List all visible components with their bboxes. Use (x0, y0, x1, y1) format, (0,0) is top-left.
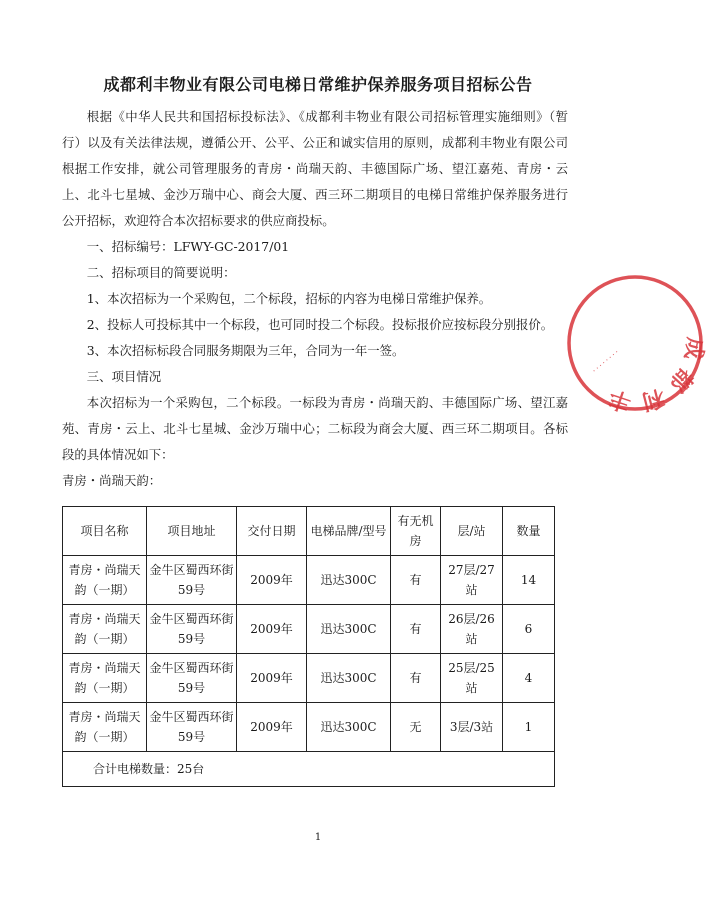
cell-floors-stops: 27层/27站 (441, 556, 503, 605)
header-machine-room: 有无机房 (391, 507, 441, 556)
table-row (63, 556, 555, 605)
elevator-table-wrapper (62, 506, 554, 787)
document-title: 成都利丰物业有限公司电梯日常维护保养服务项目招标公告 (103, 75, 533, 94)
section-2-heading: 二、招标项目的简要说明： (86, 265, 236, 280)
cell-delivery-date: 2009年 (237, 556, 307, 605)
cell-quantity: 4 (503, 654, 555, 703)
cell-address: 金牛区蜀西环街59号 (147, 703, 237, 752)
intro-paragraph: 根据《中华人民共和国招标投标法》、《成都利丰物业有限公司招标管理实施细则》（暂行）以及有关法律法规，遵循公开、公平、公正和诚实信用的原则，成都利丰物业有限公司根据工作安排，就公司管理服务的青房・尚瑞天韵、丰德国际广场、望江嘉苑、青房・云上、北斗七星城、金沙万瑞中心、商会大厦、西三环二期项目的电梯日常维护保养服务进行公开招标，欢迎符合本次招标要求的供应商投标。 (62, 109, 568, 228)
project-subheading: 青房・尚瑞天韵： (62, 473, 162, 488)
cell-brand-model: 迅达300C (307, 605, 391, 654)
table-row (63, 605, 555, 654)
header-project-name: 项目名称 (63, 507, 147, 556)
elevator-table (62, 506, 555, 787)
svg-text:成都利丰: 成都利丰 (598, 335, 708, 416)
header-address: 项目地址 (147, 507, 237, 556)
cell-quantity: 6 (503, 605, 555, 654)
cell-floors-stops: 3层/3站 (441, 703, 503, 752)
table-row (63, 703, 555, 752)
company-seal-icon (560, 268, 710, 418)
cell-machine-room: 无 (391, 703, 441, 752)
cell-brand-model: 迅达300C (307, 703, 391, 752)
section-3-heading: 三、项目情况 (86, 369, 162, 384)
header-brand-model: 电梯品牌/型号 (307, 507, 391, 556)
cell-floors-stops: 26层/26站 (441, 605, 503, 654)
item-1: 1、本次招标为一个采购包，二个标段，招标的内容为电梯日常维护保养。 (86, 291, 492, 306)
section-3-paragraph: 本次招标为一个采购包，二个标段。一标段为青房・尚瑞天韵、丰德国际广场、望江嘉苑、青房・云上、北斗七星城、金沙万瑞中心；二标段为商会大厦、西三环二期项目。各标段的具体情况如下： (62, 395, 568, 462)
header-quantity: 数量 (503, 507, 555, 556)
header-floors-stops: 层/站 (441, 507, 503, 556)
header-delivery-date: 交付日期 (237, 507, 307, 556)
table-row (63, 654, 555, 703)
cell-project-name: 青房・尚瑞天韵（一期） (63, 654, 147, 703)
cell-quantity: 14 (503, 556, 555, 605)
page-number: 1 (314, 832, 322, 843)
cell-address: 金牛区蜀西环街59号 (147, 654, 237, 703)
cell-project-name: 青房・尚瑞天韵（一期） (63, 605, 147, 654)
cell-machine-room: 有 (391, 556, 441, 605)
cell-floors-stops: 25层/25站 (441, 654, 503, 703)
document-body (62, 104, 568, 494)
cell-project-name: 青房・尚瑞天韵（一期） (63, 556, 147, 605)
item-3: 3、本次招标标段合同服务期限为三年，合同为一年一签。 (86, 343, 405, 358)
table-header-row (63, 507, 555, 556)
total-elevators: 合计电梯数量：25台 (63, 752, 555, 787)
cell-brand-model: 迅达300C (307, 654, 391, 703)
cell-machine-room: 有 (391, 605, 441, 654)
cell-delivery-date: 2009年 (237, 703, 307, 752)
section-1-tender-number: 一、招标编号：LFWY-GC-2017/01 (86, 239, 290, 254)
cell-address: 金牛区蜀西环街59号 (147, 605, 237, 654)
cell-address: 金牛区蜀西环街59号 (147, 556, 237, 605)
cell-quantity: 1 (503, 703, 555, 752)
item-2: 2、投标人可投标其中一个标段，也可同时投二个标段。投标报价应按标段分别报价。 (86, 317, 554, 332)
cell-brand-model: 迅达300C (307, 556, 391, 605)
cell-delivery-date: 2009年 (237, 605, 307, 654)
cell-machine-room: 有 (391, 654, 441, 703)
svg-text:········: ········ (590, 347, 622, 376)
cell-delivery-date: 2009年 (237, 654, 307, 703)
table-total-row (63, 752, 555, 787)
cell-project-name: 青房・尚瑞天韵（一期） (63, 703, 147, 752)
